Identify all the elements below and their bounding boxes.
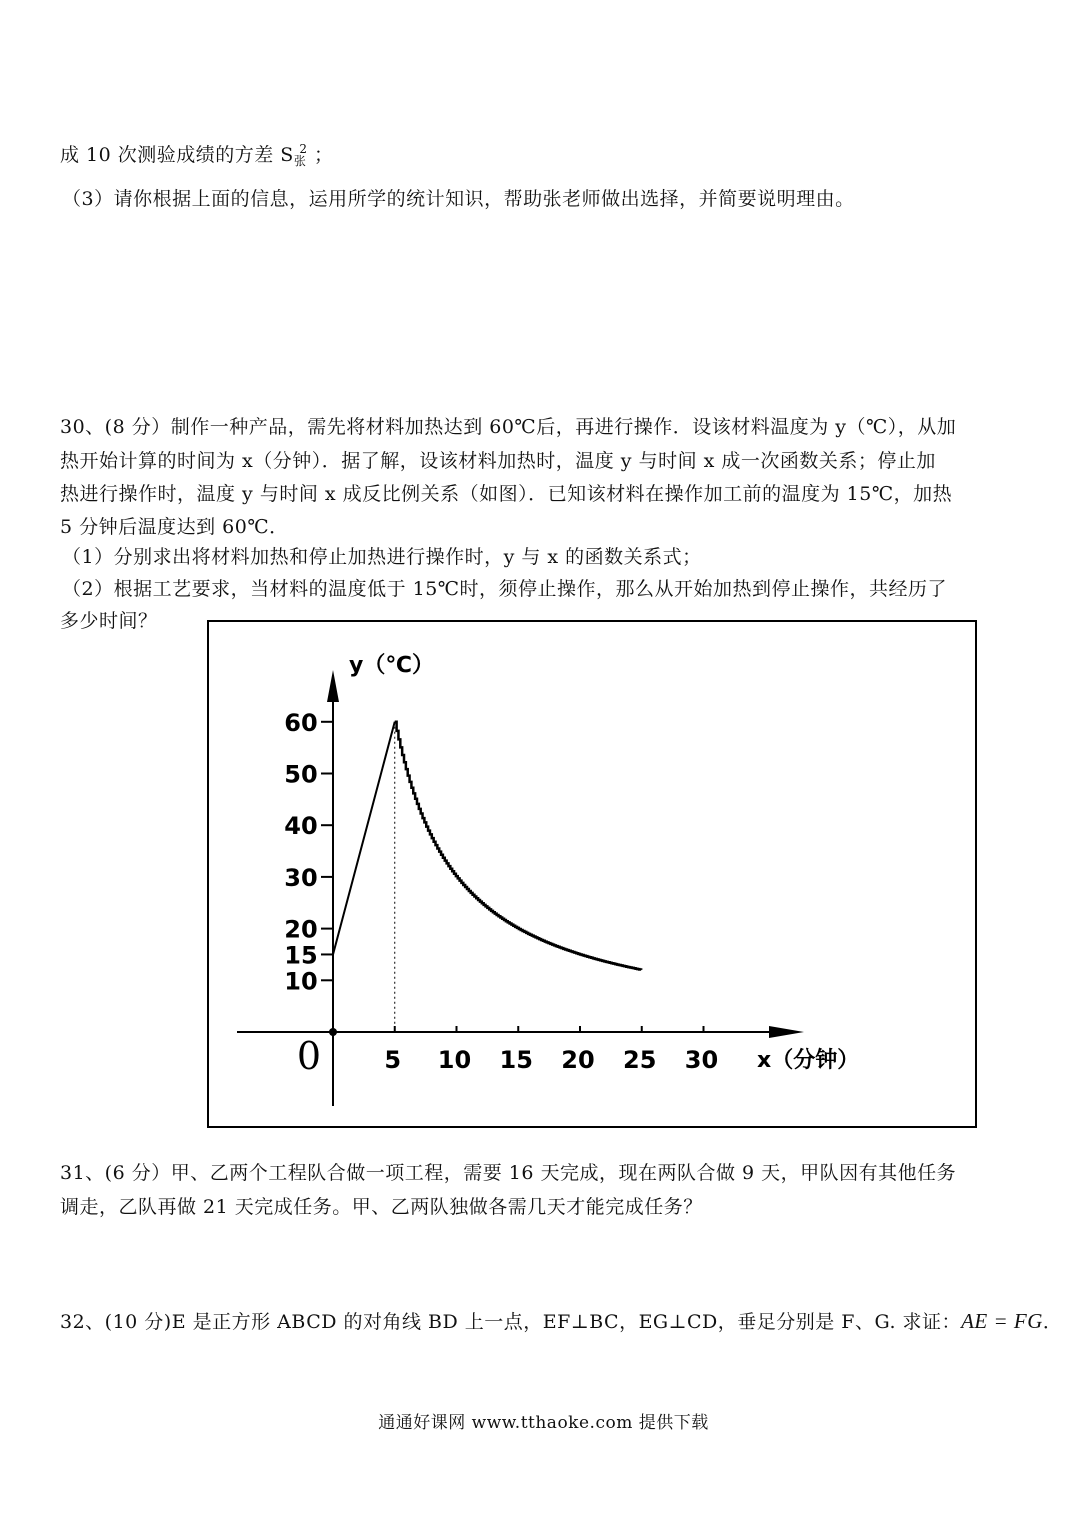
x-tick-label-10: 10 — [437, 1046, 472, 1074]
y-tick-label-20: 20 — [284, 915, 318, 944]
q30-part1: （1）分别求出将材料加热和停止加热进行操作时，y 与 x 的函数关系式； — [62, 546, 702, 568]
y-tick-label-10: 10 — [284, 967, 318, 996]
q31-line2: 调走，乙队再做 21 天完成任务。甲、乙两队独做各需几天才能完成任务？ — [60, 1196, 703, 1218]
y-axis-arrow — [327, 670, 339, 702]
x-axis-label: x（分钟） — [757, 1048, 860, 1073]
temperature-graph — [207, 620, 977, 1128]
y-tick-label-15: 15 — [284, 941, 318, 970]
x-axis-arrow — [769, 1026, 804, 1038]
chart-svg — [209, 622, 975, 1126]
y-tick-label-40: 40 — [284, 812, 318, 841]
q30-line1: 30、(8 分）制作一种产品，需先将材料加热达到 60℃后，再进行操作．设该材料温度为 y（℃），从加 — [60, 416, 957, 438]
variance-superscript: 2 — [299, 142, 308, 156]
q30-line3: 热进行操作时，温度 y 与时间 x 成反比例关系（如图）．已知该材料在操作加工前的温度为 15℃，加热 — [60, 483, 953, 505]
y-tick-label-60: 60 — [284, 708, 318, 737]
origin-dot — [329, 1028, 337, 1036]
q29-part3: （3）请你根据上面的信息，运用所学的统计知识，帮助张老师做出选择，并简要说明理由。 — [62, 188, 855, 210]
q29-line1: 成 10 次测验成绩的方差 $S_张^2$ ； — [60, 142, 334, 168]
x-tick-label-5: 5 — [384, 1046, 402, 1074]
series-heating-line — [333, 722, 395, 955]
x-tick-label-20: 20 — [561, 1046, 595, 1074]
y-axis-label: y（℃） — [349, 653, 434, 678]
q32-formula: AE = FG — [961, 1309, 1043, 1333]
x-tick-label-15: 15 — [499, 1046, 533, 1074]
footer-credit: 通通好课网 www.tthaoke.com 提供下载 — [378, 1413, 709, 1433]
q32-line: 32、(10 分)E 是正方形 ABCD 的对角线 BD 上一点，EF⊥BC，EG⊥CD，垂足分别是 F、G. 求证：AE = FG． — [60, 1309, 1063, 1333]
y-tick-label-50: 50 — [284, 760, 318, 789]
x-tick-label-25: 25 — [623, 1046, 657, 1074]
origin-label: 0 — [296, 1034, 322, 1078]
q30-part2b: 多少时间？ — [60, 610, 158, 632]
variance-subscript: 张 — [293, 154, 307, 168]
q30-line4: 5 分钟后温度达到 60℃． — [60, 516, 289, 538]
q30-line2: 热开始计算的时间为 x（分钟）．据了解，设该材料加热时，温度 y 与时间 x 成一次函数关系；停止加 — [60, 450, 936, 472]
x-tick-label-30: 30 — [684, 1046, 719, 1074]
q30-part2: （2）根据工艺要求，当材料的温度低于 15℃时，须停止操作，那么从开始加热到停止操作，共经历了 — [62, 578, 948, 600]
q31-line1: 31、(6 分）甲、乙两个工程队合做一项工程，需要 16 天完成，现在两队合做 9 天，甲队因有其他任务 — [60, 1162, 957, 1184]
series-cooling-curve — [395, 722, 641, 970]
y-tick-label-30: 30 — [284, 863, 318, 892]
